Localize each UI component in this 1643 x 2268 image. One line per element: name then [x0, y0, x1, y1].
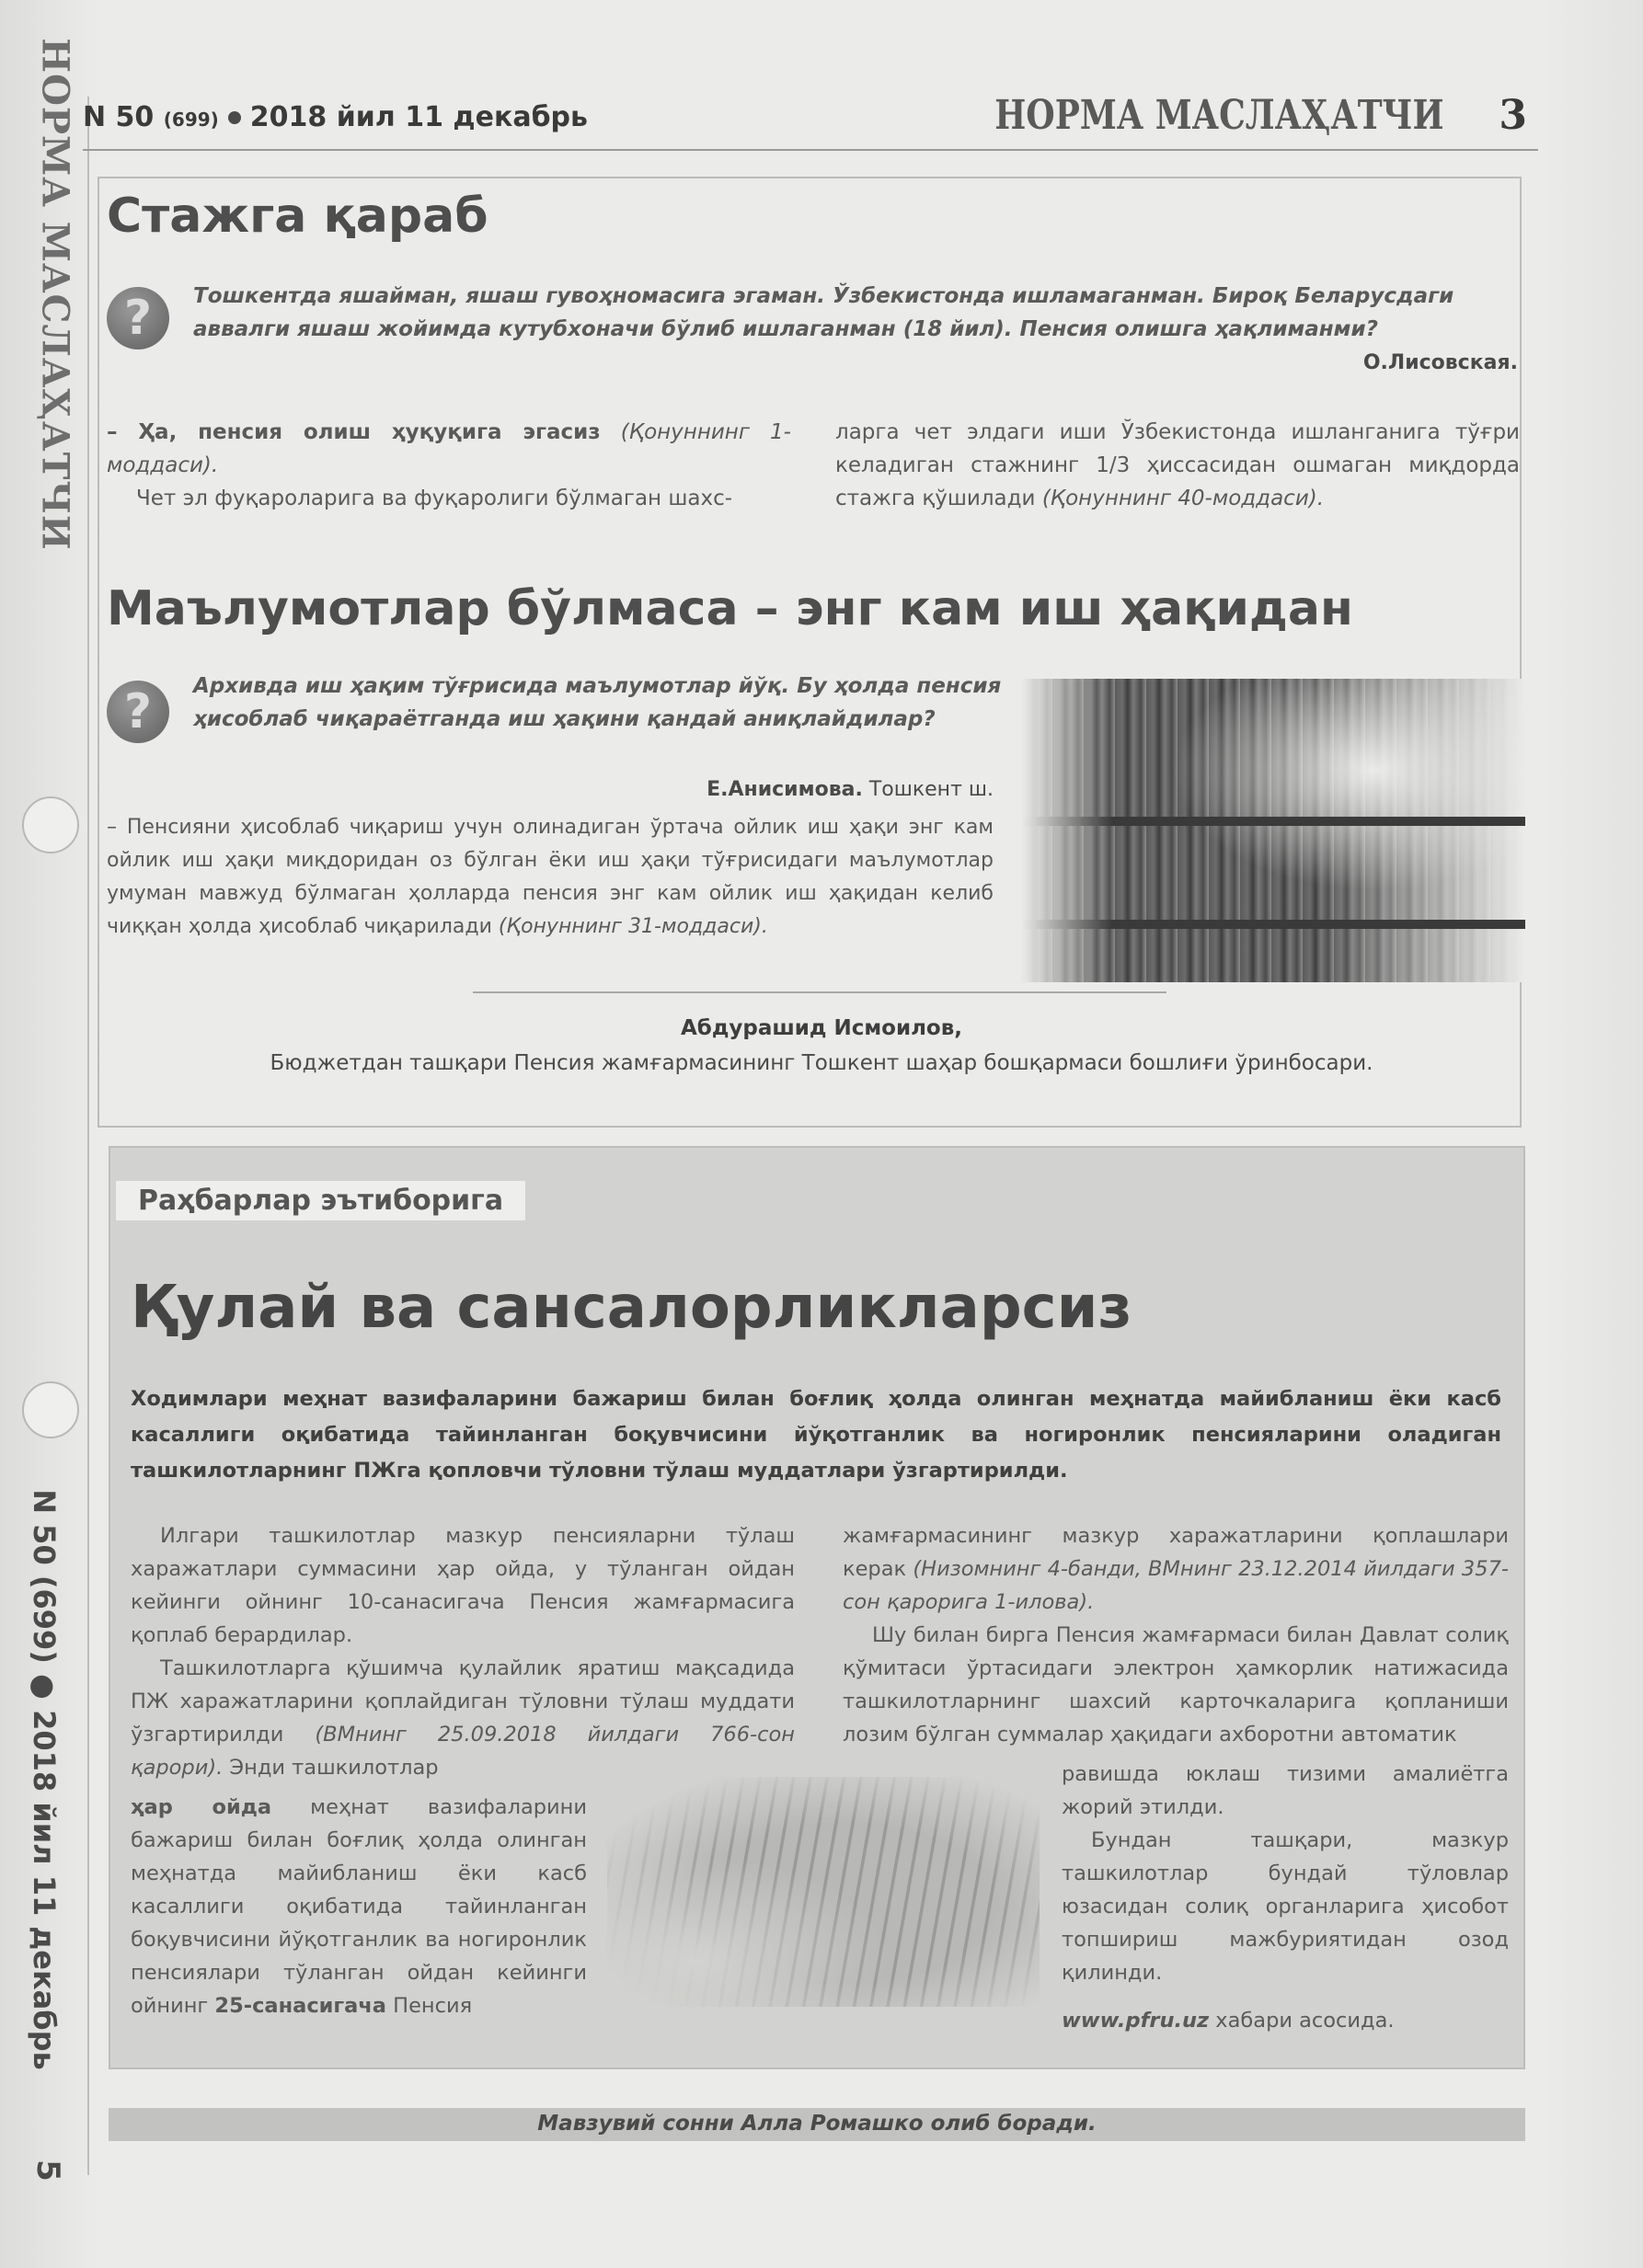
emphasis: ҳар ойда — [131, 1795, 272, 1819]
issue-total: (699) — [163, 109, 219, 131]
signature-role: Бюджетдан ташқари Пенсия жамғармасининг Тошкент шаҳар бошқармаси бошлиғи ўринбосари. — [270, 1051, 1373, 1075]
binder-hole — [22, 1381, 79, 1438]
rubric-label: Раҳбарлар эътиборига — [116, 1181, 525, 1220]
box-col2-wrap — [1062, 1758, 1509, 2037]
law-reference: (Қонуннинг 1-моддаси). — [107, 420, 791, 477]
issue-date: 2018 йил 11 декабрь — [249, 101, 588, 133]
article2-answer — [107, 811, 994, 944]
box-paragraph-cont: равишда юклаш тизими амалиётга жорий этилди. — [1062, 1762, 1509, 1819]
source-site: www.pfru.uz — [1062, 2009, 1210, 2033]
article1-answer-col2 — [835, 416, 1520, 515]
article1-title: Стажга қараб — [107, 189, 488, 244]
box-paragraph: Илгари ташкилотлар мазкур пенсияларни тўлаш харажатлари суммасини ҳар ойда, у тўланган ойдан кейинги ойнинг 10-санасигача Пенсия жамғармасига қоплаб берардилар. — [131, 1524, 795, 1647]
issue-info — [83, 101, 588, 133]
laptop-keyboard-photo — [607, 1777, 1040, 2007]
spine-issue-line: N 50 (699) ● 2018 йил 11 декабрь — [27, 1489, 62, 2070]
box-lead: Ходимлари меҳнат вазифаларини бажариш билан боғлиқ ҳолда олинган меҳнатда майибланиш ёки касб касаллиги оқибатида тайинланган боқувчисини йўқотганлик ва ногиронлик пенсияларини оладиган ташкилотларнинг ПЖга қопловчи тўловни тўлаш муддатлари ўзгартирилди. — [131, 1387, 1501, 1483]
article1-answer-col1 — [107, 416, 791, 515]
signature-rule — [473, 991, 1166, 993]
box-paragraph: меҳнат вазифаларини бажариш билан боғлиқ ҳолда олинган меҳнатда майибланиш ёки касб касаллиги оқибатида тайинланган боқувчисини йўқотганлик ва ногиронлик пенсиялари тўланган ойдан кейинги ойнинг — [131, 1795, 587, 2018]
law-reference: (Низомнинг 4-банди, ВМнинг 23.12.2014 йилдаги 357-сон қарорига 1-илова). — [843, 1557, 1509, 1614]
law-reference: (Қонуннинг 31-моддаси). — [498, 915, 768, 938]
publication-title: НОРМА МАСЛАҲАТЧИ — [994, 92, 1444, 139]
spine-rule — [87, 97, 89, 2175]
emphasis: 25-санасигача — [214, 1994, 386, 2018]
answer-paragraph-cont: ларга чет элдаги иши Ўзбекистонда ишланганига тўғри келадиган стажнинг 1/3 ҳиссасидан ошмаган миқдорда стажга қўшилади — [835, 420, 1520, 510]
source-line — [1062, 2004, 1509, 2037]
spine-page-number: 5 — [29, 2159, 66, 2182]
binder-hole — [22, 796, 79, 853]
page-header — [83, 92, 1536, 147]
box-paragraph-end: Пенсия — [393, 1994, 473, 2018]
box-title: Қулай ва сансалорликларсиз — [131, 1274, 1132, 1342]
box-paragraph: Бундан ташқари, мазкур ташкилотлар бундай тўловлар юзасидан солиқ органларига ҳисобот топшириш мажбуриятидан озод қилинди. — [1062, 1828, 1509, 1985]
article2-question: Архивда иш ҳақим тўғрисида маълумотлар йўқ. Бу ҳолда пенсия ҳисоблаб чиқараётганда иш ҳақини қандай аниқлайдилар? — [193, 674, 1002, 731]
law-reference: (Қонуннинг 40-моддаси). — [1041, 487, 1325, 510]
article1-question: Тошкентда яшайман, яшаш гувоҳномасига эгаман. Ўзбекистонда ишламаганман. Бироқ Беларусдаги аввалги яшаш жойимда кутубхоначи бўлиб ишлаганман (18 йил). Пенсия олишга ҳақлиманми? — [193, 284, 1454, 341]
signature-name: Абдурашид Исмоилов, — [680, 1016, 963, 1040]
article1-author: О.Лисовская. — [1362, 351, 1518, 374]
article2-title: Маълумотлар бўлмаса – энг кам иш ҳақидан — [107, 581, 1353, 636]
box-col2 — [843, 1519, 1509, 1751]
box-paragraph: Шу билан бирга Пенсия жамғармаси билан Давлат солиқ қўмитаси ўртасидаги электрон ҳамкорлик натижасида ташкилотларнинг шахсий карточкаларига қопланиши лозим бўлган суммалар ҳақидаги ахборотни автоматик — [843, 1623, 1509, 1747]
footer-credit: Мавзувий сонни Алла Ромашко олиб боради. — [537, 2112, 1097, 2136]
footer-bar — [109, 2108, 1525, 2141]
box-col1 — [131, 1519, 795, 1784]
header-rule — [83, 149, 1538, 151]
box-col1-wrap — [131, 1791, 587, 2022]
spine-publication-title: НОРМА МАСЛАҲАТЧИ — [33, 38, 77, 551]
article2-author-line — [515, 778, 994, 801]
answer-text: – Пенсияни ҳисоблаб чиқариш учун олинадиган ўртача ойлик иш ҳақи энг кам ойлик иш ҳақи миқдоридан оз бўлган ёки иш ҳақи тўғрисидаги маълумотлар умуман мавжуд бўлмаган ҳолларда пенсия энг кам ойлик иш ҳақидан келиб чиққан ҳолда ҳисоблаб чиқарилади — [107, 816, 994, 938]
page-number: 3 — [1499, 92, 1527, 139]
box-paragraph: Ташкилотларга қўшимча қулайлик яратиш мақсадида ПЖ харажатларини қоплайдиган тўловни тўлаш муддати ўзгартирилди — [131, 1656, 795, 1747]
box-paragraph-cont: Энди ташкилотлар — [229, 1756, 439, 1780]
answer-lead: – Ҳа, пенсия олиш ҳуқуқига эгасиз — [107, 420, 601, 444]
box-paragraph: жамғармасининг мазкур харажатларини қоплашлари керак — [843, 1524, 1509, 1581]
law-reference: (ВМнинг 25.09.2018 йилдаги 766-сон қарори). — [131, 1723, 795, 1780]
library-books-photo — [1021, 679, 1525, 982]
source-text: хабари асосида. — [1215, 2009, 1395, 2033]
bullet-icon — [228, 111, 241, 124]
issue-number: N 50 — [83, 101, 155, 133]
question-icon: ? — [107, 287, 169, 349]
article2-city: Тошкент ш. — [868, 778, 994, 801]
question-icon: ? — [107, 681, 169, 743]
article2-author: Е.Анисимова. — [707, 778, 863, 801]
answer-paragraph: Чет эл фуқароларига ва фуқаролиги бўлмаган шахс- — [136, 487, 733, 510]
